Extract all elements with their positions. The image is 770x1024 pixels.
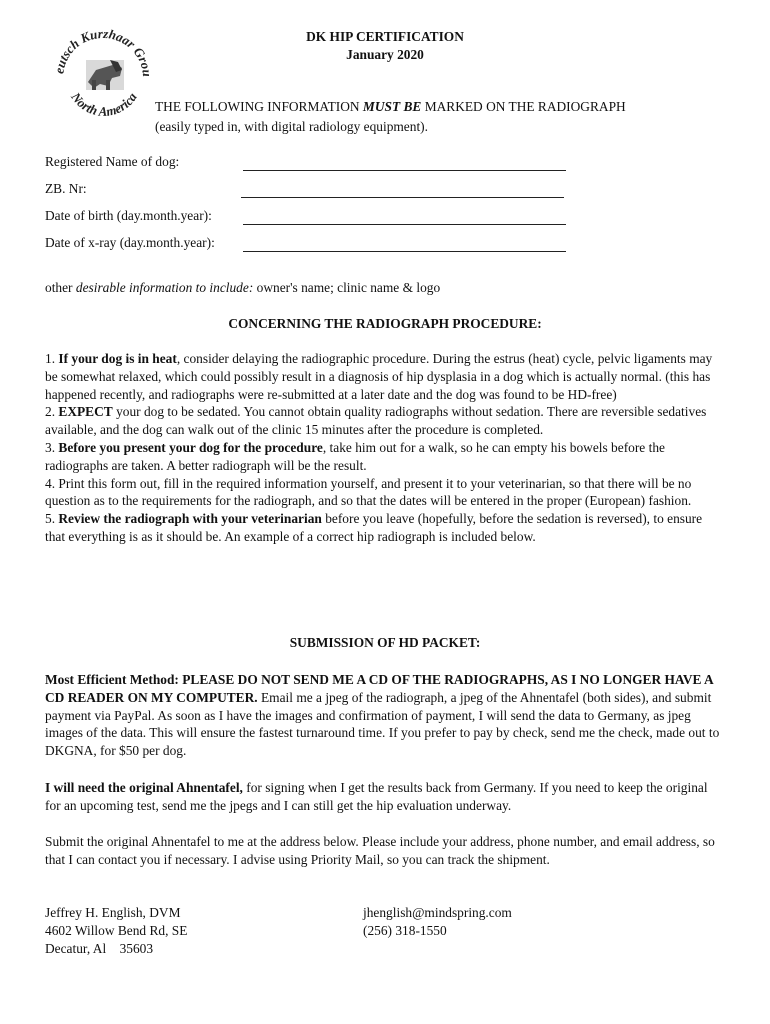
contact-email[interactable]: jhenglish@mindspring.com (363, 905, 512, 920)
notice-line-2: (easily typed in, with digital radiology equipment). (155, 119, 428, 134)
svg-text:Deutsch Kurzhaar Group: eutsch Kurzhaar Grou (51, 25, 156, 78)
date-of-xray-field[interactable] (243, 239, 566, 252)
item-number: 1. (45, 351, 59, 366)
field-label-xray-date: Date of x-ray (day.month.year): (45, 235, 215, 250)
notice-post: MARKED ON THE RADIOGRAPH (421, 99, 626, 114)
page-title: DK HIP CERTIFICATION (306, 29, 464, 44)
item-bold: EXPECT (58, 404, 113, 420)
item-bold: Review the radiograph with your veterinarian (58, 511, 322, 527)
procedure-item (45, 510, 725, 546)
other-info-post: owner's name; clinic name & logo (253, 280, 441, 295)
submission-para-1 (45, 671, 725, 760)
svg-text:North America: North America (68, 89, 140, 119)
contact-phone: (256) 318-1550 (363, 923, 447, 938)
notice-line-1 (155, 99, 626, 115)
procedure-list (45, 350, 725, 546)
procedure-item (45, 439, 725, 475)
item-text: Print this form out, fill in the required information yourself, and present it to your veterinarian, so that there will be no question as to the requirements for the radiograph, and so that the dates will be entered in the proper (European) fashion. (45, 475, 692, 509)
field-label-dob: Date of birth (day.month.year): (45, 208, 212, 223)
item-text: , consider delaying the radiographic procedure. During the estrus (heat) cycle, pelvic ligaments may be somewhat relaxed, which could possibly result in a diagnosis of hip dysplasia in a dog which is actually normal. (this has happened recently, and radiographs were re-submitted at a later date and the dog was found to be HD-free) (45, 351, 713, 402)
item-number: 2. (45, 404, 59, 420)
other-info (45, 280, 440, 296)
contact-city: Decatur, Al 35603 (45, 941, 154, 956)
item-bold: Before you present your dog for the procedure (58, 439, 323, 455)
submission-para-3 (45, 833, 725, 869)
procedure-item (45, 475, 725, 511)
notice-pre: THE FOLLOWING INFORMATION (155, 99, 363, 114)
submission-p3-text: Submit the original Ahnentafel to me at the address below. Please include your address, phone number, and email address, so that I can contact you if necessary. I advise using Priority Mail, so you can track the shipment. (45, 834, 715, 867)
page-date: January 2020 (346, 47, 424, 62)
submission-p2-bold: I will need the original Ahnentafel, (45, 780, 243, 795)
field-label-zb-nr: ZB. Nr: (45, 181, 87, 196)
zb-nr-field[interactable] (241, 185, 564, 198)
date-of-birth-field[interactable] (243, 212, 566, 225)
dog-name-field[interactable] (243, 158, 566, 171)
submission-p1-bold: Most Efficient Method: PLEASE DO NOT SEND ME A CD OF THE RADIOGRAPHS, AS I NO LONGER HAVE A CD READER ON MY COMPUTER. (45, 672, 713, 705)
contact-street: 4602 Willow Bend Rd, SE (45, 923, 188, 938)
contact-reach (363, 904, 512, 940)
item-text: , take him out for a walk, so he can empty his bowels before the radiographs are taken. A better radiograph will be the result. (45, 439, 665, 473)
procedure-item (45, 350, 725, 403)
item-number: 5. (45, 511, 59, 527)
item-bold: If your dog is in heat (58, 351, 177, 366)
contact-name: Jeffrey H. English, DVM (45, 905, 181, 920)
item-number: 3. (45, 439, 59, 455)
submission-p2-text: for signing when I get the results back from Germany. If you need to keep the original for an upcoming test, send me the jpegs and I can still get the hip evaluation underway. (45, 780, 708, 813)
contact-address (45, 904, 187, 958)
submission-para-2 (45, 779, 725, 815)
other-info-pre: other (45, 280, 76, 295)
submission-p1-text: Email me a jpeg of the radiograph, a jpeg of the Ahnentafel (both sides), and submit payment via PayPal. As soon as I have the images and confirmation of payment, I will send the data to Germany, as jpeg images of the data. This will ensure the fastest turnaround time. If you prefer to pay by check, send me the check, made out to DKGNA, for $50 per dog. (45, 689, 720, 759)
notice-emphasis: MUST BE (362, 99, 422, 114)
other-info-emphasis: desirable information to include: (75, 280, 254, 295)
field-label-dog-name: Registered Name of dog: (45, 154, 180, 169)
item-number: 4. (45, 475, 59, 491)
item-text: your dog to be sedated. You cannot obtain quality radiographs without sedation. There are reversible sedatives available, and the dog can walk out of the clinic 15 minutes after the procedure is completed. (45, 404, 707, 438)
procedure-item (45, 403, 725, 439)
section-title-procedure: CONCERNING THE RADIOGRAPH PROCEDURE: (228, 316, 542, 331)
item-text: before you leave (hopefully, before the sedation is reversed), to ensure that everything is as it should be. An example of a correct hip radiograph is included below. (45, 511, 703, 544)
section-title-submission: SUBMISSION OF HD PACKET: (289, 635, 481, 650)
